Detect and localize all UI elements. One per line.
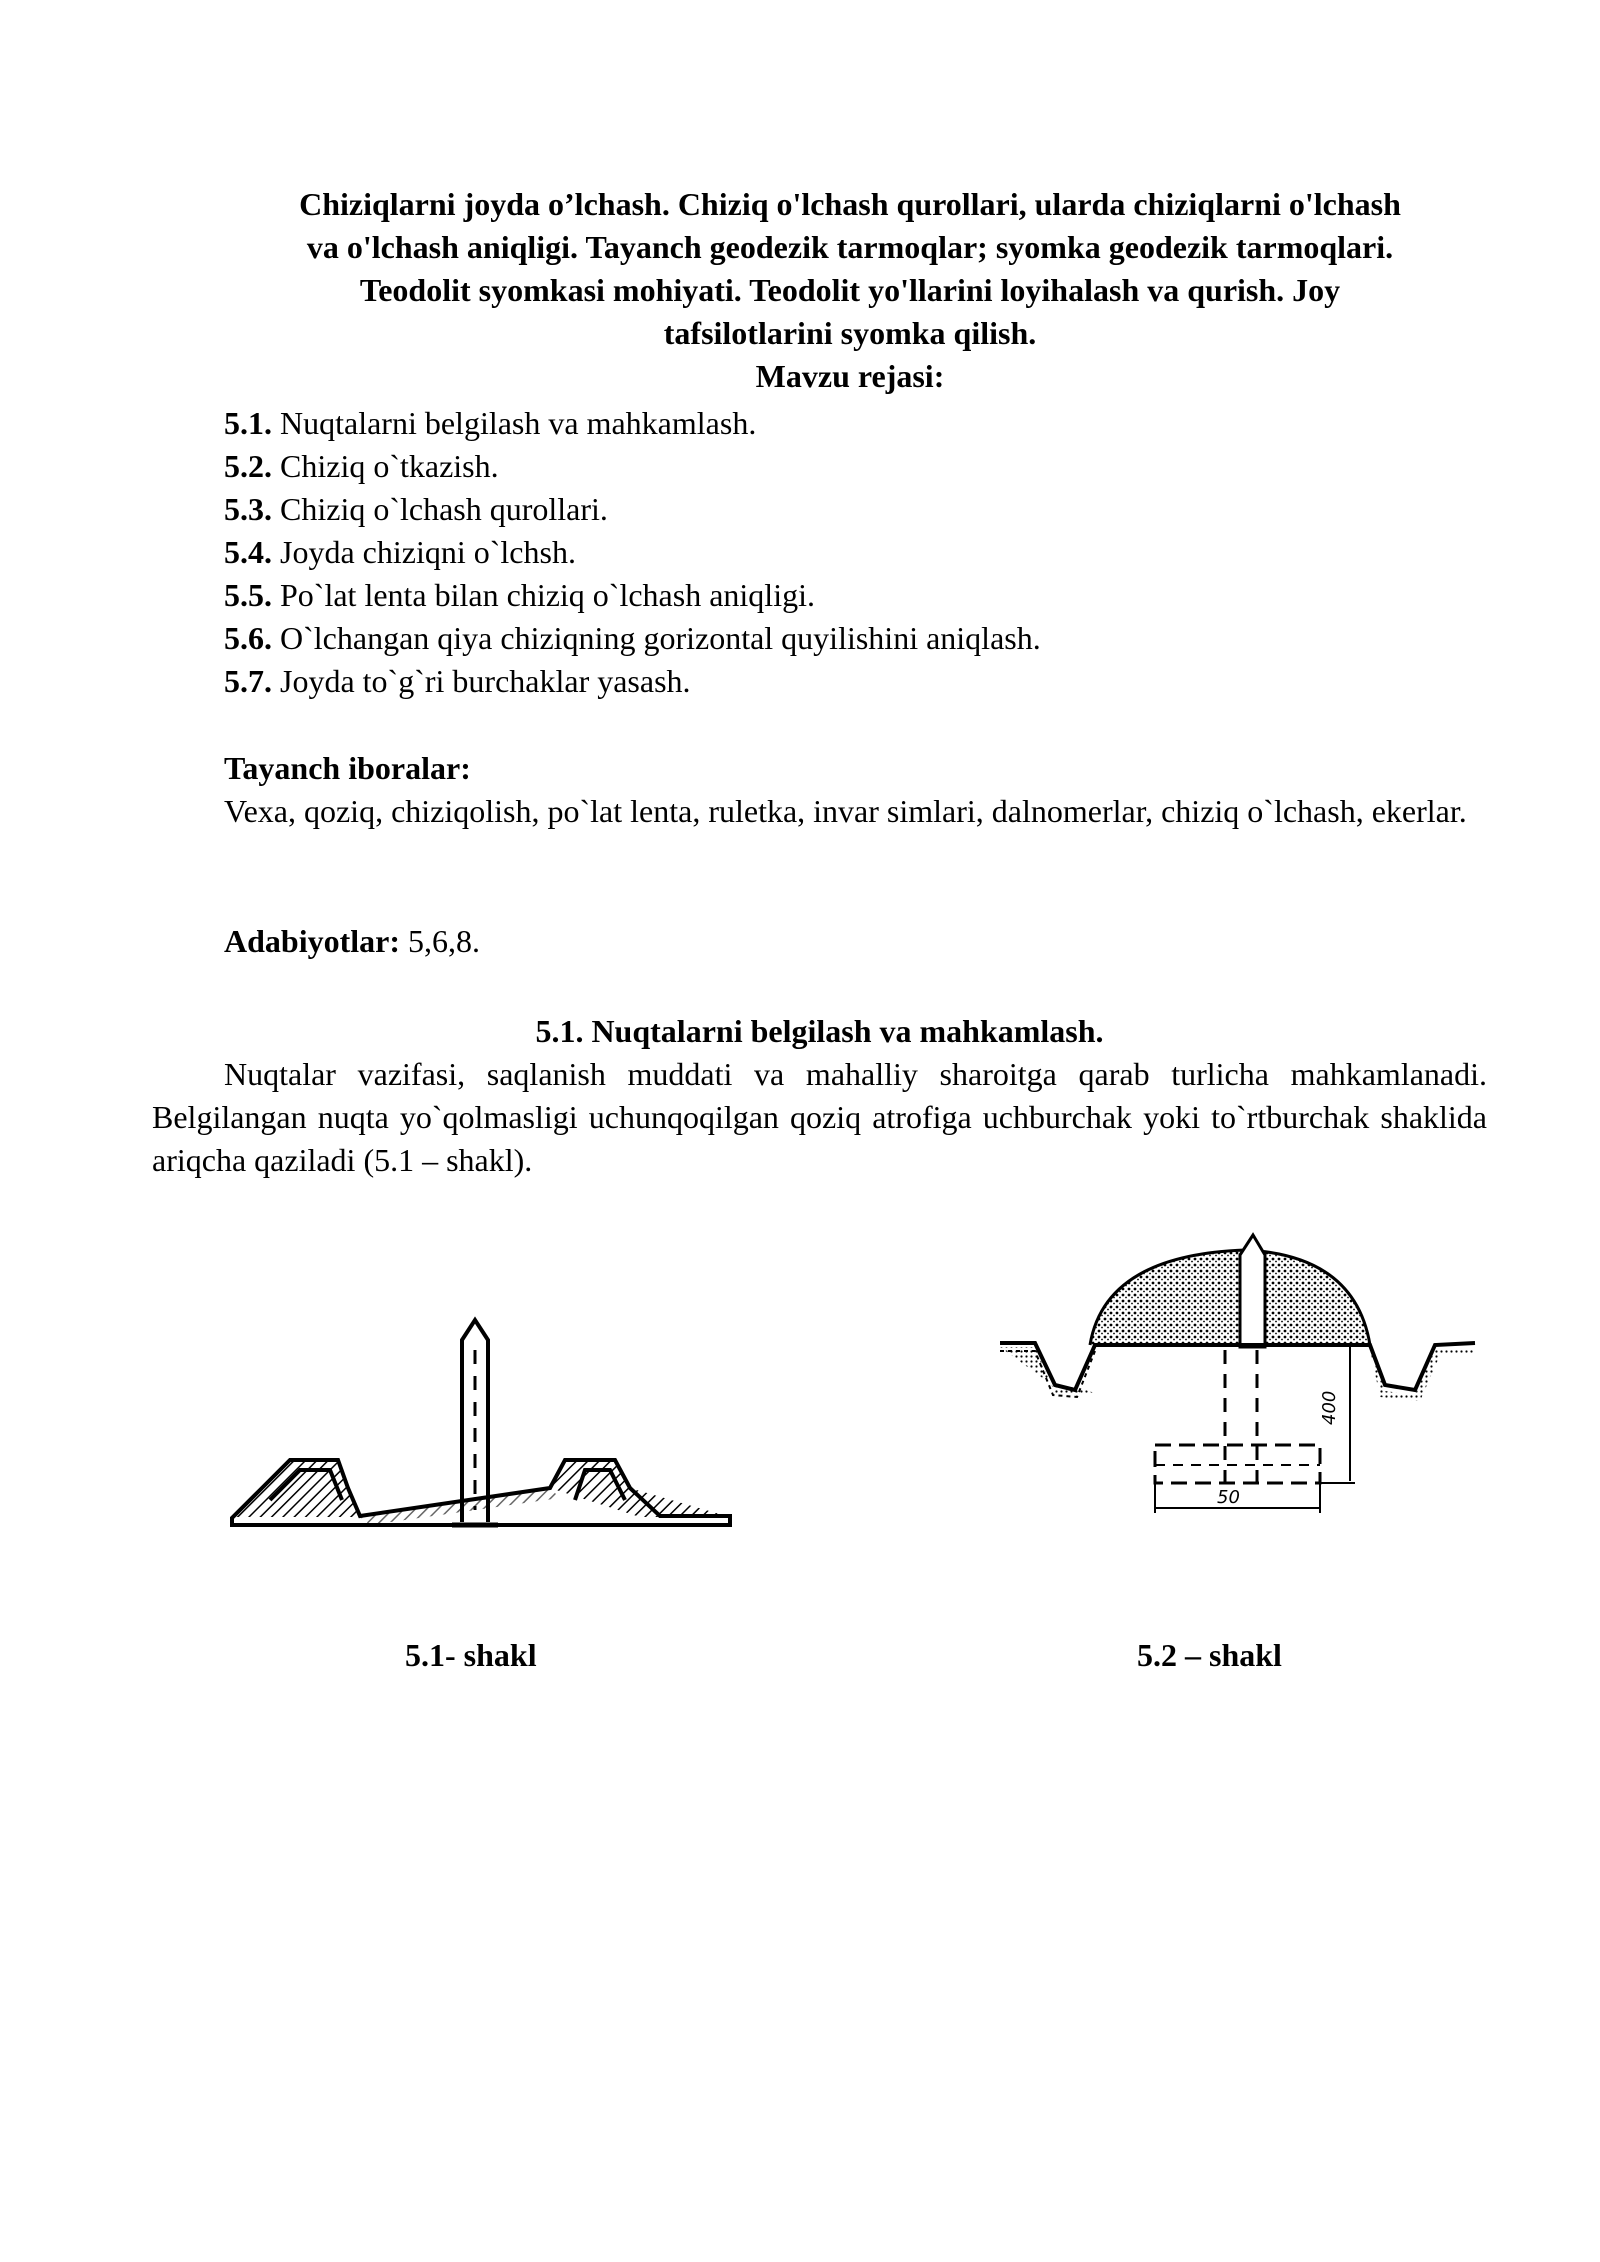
- width-dimension-label: 50: [1217, 1487, 1240, 1508]
- plan-item: [224, 660, 1041, 703]
- section-paragraph: Nuqtalar vazifasi, saqlanish muddati va mahalliy sharoitga qarab turlicha mahkamlanadi. Belgilangan nuqta yo`qolmasligi uchunqoqilgan qoziq atrofiga uchburchak yoki to`rtburchak shaklida ariqcha qaziladi (5.1 – shakl).: [152, 1056, 1487, 1178]
- plan-item-text: Joyda to`g`ri burchaklar yasash.: [272, 663, 691, 699]
- figure-5-1-stake-with-ditch: [230, 1320, 740, 1540]
- figure-caption-5-1: 5.1- shakl: [405, 1637, 537, 1673]
- document-title: [200, 183, 1500, 398]
- plan-item-text: Po`lat lenta bilan chiziq o`lchash aniqligi.: [272, 577, 815, 613]
- plan-item-number: 5.5.: [224, 577, 272, 613]
- plan-item: [224, 574, 1041, 617]
- plan-item: [224, 531, 1041, 574]
- plan-item-text: Chiziq o`tkazish.: [272, 448, 499, 484]
- section-title: 5.1. Nuqtalarni belgilash va mahkamlash.: [535, 1013, 1104, 1049]
- title-line: Chiziqlarni joyda o’lchash. Chiziq o'lchash qurollari, ularda chiziqlarni o'lchash: [299, 186, 1401, 222]
- figure-5-2-stake-with-mound: [995, 1215, 1495, 1545]
- references-label: Adabiyotlar:: [224, 923, 400, 959]
- plan-item: [224, 617, 1041, 660]
- earth-mound: [1090, 1250, 1370, 1345]
- figure-caption-5-2: 5.2 – shakl: [1137, 1637, 1282, 1673]
- ground-profile: [1000, 1343, 1475, 1390]
- references-line: [224, 920, 480, 963]
- references-value: 5,6,8.: [400, 923, 480, 959]
- plan-item-text: Chiziq o`lchash qurollari.: [272, 491, 608, 527]
- plan-item-number: 5.4.: [224, 534, 272, 570]
- plan-item-number: 5.3.: [224, 491, 272, 527]
- plan-item-number: 5.7.: [224, 663, 272, 699]
- title-line: va o'lchash aniqligi. Tayanch geodezik tarmoqlar; syomka geodezik tarmoqlari.: [306, 229, 1394, 265]
- title-line: Teodolit syomkasi mohiyati. Teodolit yo'llarini loyihalash va qurish. Joy: [359, 272, 1341, 308]
- plan-item-number: 5.1.: [224, 405, 272, 441]
- keywords-heading: Tayanch iboralar:: [224, 750, 471, 786]
- plan-item-number: 5.2.: [224, 448, 272, 484]
- plan-item-number: 5.6.: [224, 620, 272, 656]
- plan-heading: Mavzu rejasi:: [755, 358, 945, 394]
- plan-item-text: Nuqtalarni belgilash va mahkamlash.: [272, 405, 757, 441]
- right-mound-hatch: [550, 1458, 730, 1517]
- plan-item: [224, 402, 1041, 445]
- title-line: tafsilotlarini syomka qilish.: [663, 315, 1037, 351]
- plan-item: [224, 488, 1041, 531]
- keywords-text: Vexa, qoziq, chiziqolish, po`lat lenta, ruletka, invar simlari, dalnomerlar, chiziq o`lchash, ekerlar.: [224, 793, 1467, 829]
- depth-dimension-label: 400: [1319, 1390, 1340, 1425]
- stake-top: [1240, 1235, 1265, 1347]
- plan-item-text: Joyda chiziqni o`lchsh.: [272, 534, 576, 570]
- plan-item: [224, 445, 1041, 488]
- plan-item-text: O`lchangan qiya chiziqning gorizontal quyilishini aniqlash.: [272, 620, 1041, 656]
- plan-list: [224, 402, 1041, 703]
